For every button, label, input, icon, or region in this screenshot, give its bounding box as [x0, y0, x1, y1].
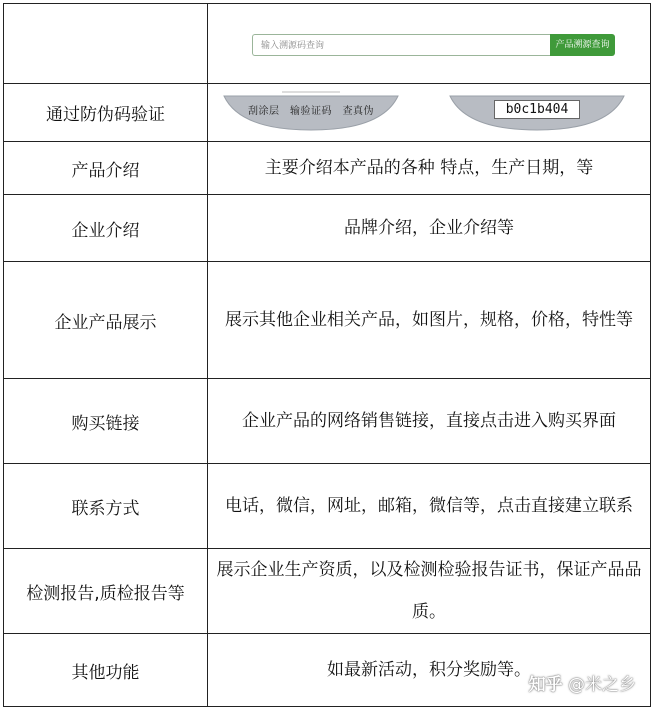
zhihu-watermark	[529, 670, 636, 695]
verify-row	[4, 84, 651, 142]
row-description: 电话，微信，网址，邮箱，微信等，点击直接建立联系	[208, 464, 651, 549]
row-label: 产品介绍	[4, 142, 208, 195]
search-placeholder: 输入溯源码查询	[261, 41, 325, 51]
row-description: 主要介绍本产品的各种 特点，生产日期，等	[208, 142, 651, 195]
row-label: 检测报告,质检报告等	[4, 549, 208, 634]
row-description: 企业产品的网络销售链接，直接点击进入购买界面	[208, 379, 651, 464]
table-row	[4, 379, 651, 464]
row-label: 其他功能	[4, 634, 208, 707]
watermark-logo: 知乎	[528, 675, 563, 695]
verify-images-cell	[208, 84, 651, 142]
scratch-instructions: 刮涂层 输验证码 查真伪	[248, 106, 374, 117]
search-row	[4, 4, 651, 84]
table-row	[4, 142, 651, 195]
table-row	[4, 464, 651, 549]
watermark-handle: @米之乡	[568, 675, 636, 695]
row-description: 展示企业生产资质，以及检测检验报告证书，保证产品品质。	[208, 549, 651, 634]
feature-table	[3, 3, 651, 707]
code-label-image	[448, 90, 626, 142]
row-description: 展示其他企业相关产品，如图片，规格，价格，特性等	[208, 262, 651, 379]
anti-counterfeit-code: b0c1b404	[494, 100, 580, 119]
row-description: 如最新活动，积分奖励等。	[208, 634, 651, 707]
search-input[interactable]	[252, 34, 551, 56]
search-button[interactable]: 产品溯源查询	[550, 34, 615, 56]
row-label: 企业产品展示	[4, 262, 208, 379]
table-row	[4, 195, 651, 262]
row-label: 购买链接	[4, 379, 208, 464]
table-row	[4, 262, 651, 379]
empty-header-cell	[4, 4, 208, 84]
row-description: 品牌介绍，企业介绍等	[208, 195, 651, 262]
verify-label: 通过防伪码验证	[4, 84, 208, 142]
search-cell	[208, 4, 651, 84]
row-label: 企业介绍	[4, 195, 208, 262]
row-label: 联系方式	[4, 464, 208, 549]
scratch-label-image	[222, 90, 400, 142]
table-row	[4, 549, 651, 634]
